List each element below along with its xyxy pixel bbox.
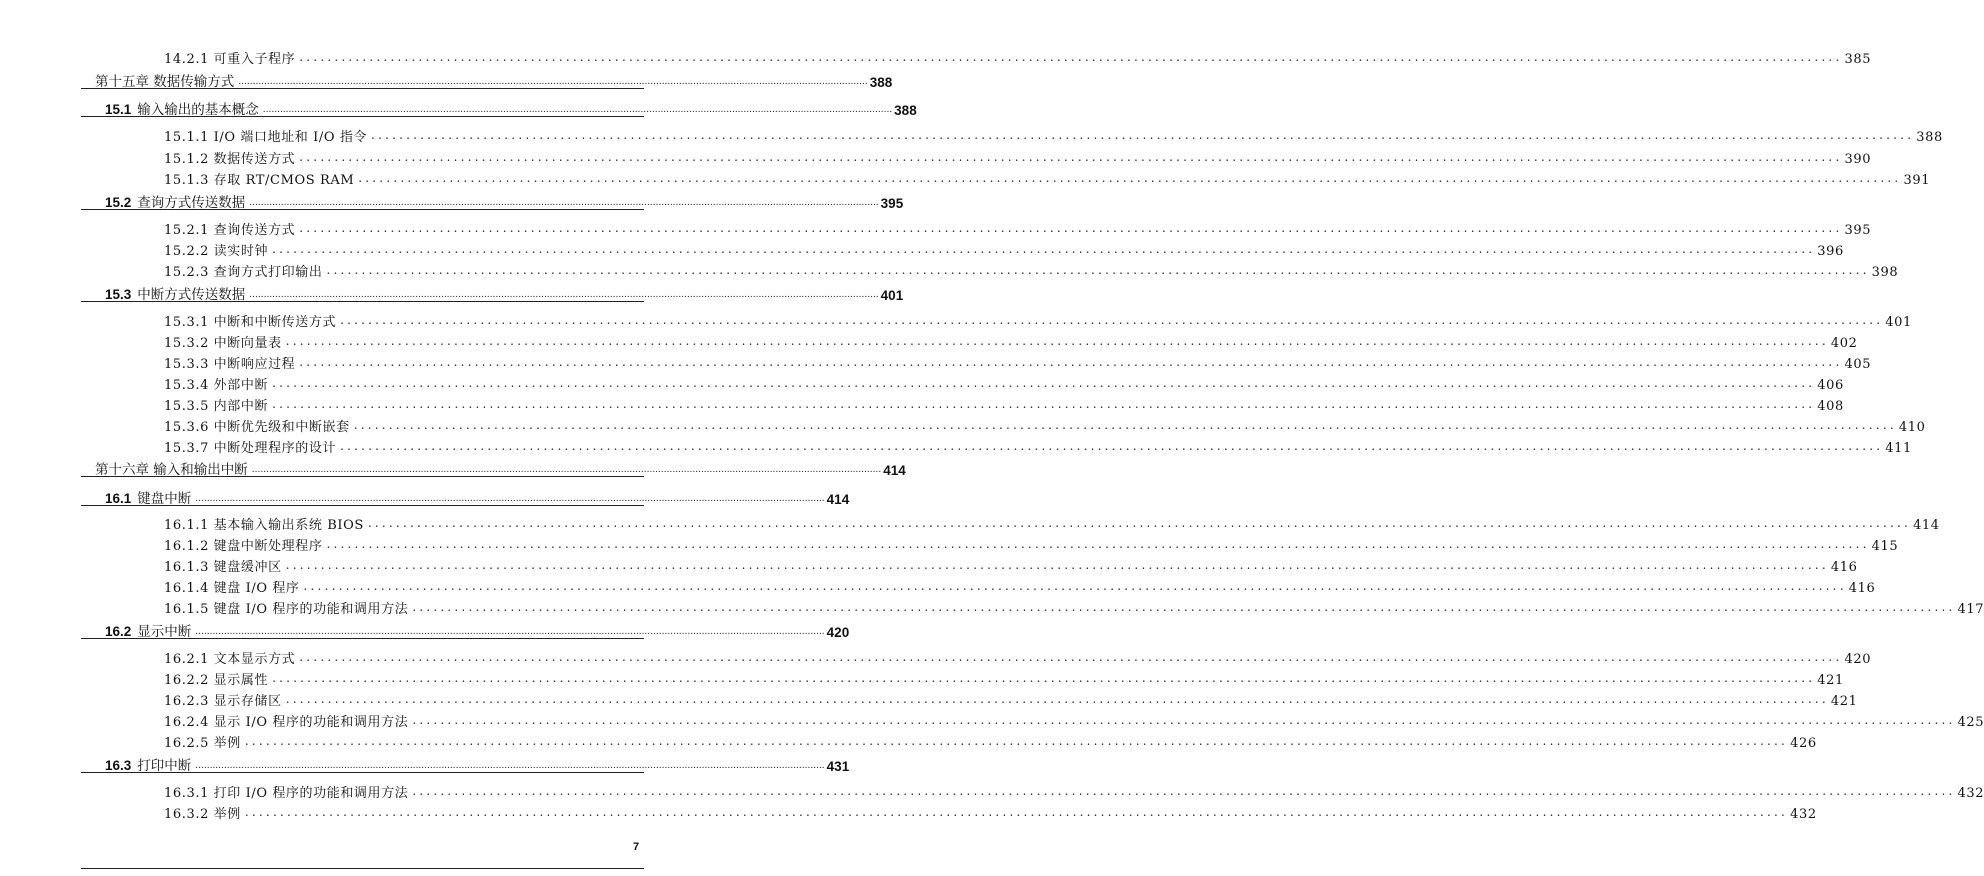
toc-page-number: 401 xyxy=(880,288,904,303)
toc-page-number: 421 xyxy=(1830,694,1858,709)
toc-page-number: 395 xyxy=(1844,223,1872,238)
toc-page-number: 406 xyxy=(1817,378,1844,393)
toc-page-number: 391 xyxy=(1903,173,1931,188)
toc-subsection-entry[interactable] xyxy=(164,782,1984,801)
toc-subsection-entry[interactable] xyxy=(164,690,1858,709)
section-rule xyxy=(81,116,644,117)
section-rule xyxy=(81,209,644,210)
toc-section-title: 输入输出的基本概念 xyxy=(137,102,259,118)
toc-entry-title xyxy=(105,620,193,640)
dot-leader: ............................................................................................................................................................................................................................ xyxy=(371,128,1915,142)
toc-entry-title: 16.3.2 举例 xyxy=(164,807,241,822)
toc-entry-title: 16.1.2 键盘中断处理程序 xyxy=(164,539,323,554)
toc-subsection-entry[interactable] xyxy=(164,669,1844,688)
dot-leader: ............................................................................................................................................................................................................................ xyxy=(326,263,1870,277)
dot-leader: ............................................................................................................................................................................................................................ xyxy=(367,516,1912,530)
toc-page-number: 388 xyxy=(869,75,893,90)
dot-leader: ............................................................................................................................................................................................................................ xyxy=(285,558,1829,572)
toc-entry-title: 16.2.2 显示属性 xyxy=(164,673,269,688)
dot-leader: ............................................................................................................................................................................................................................ xyxy=(195,761,825,771)
toc-subsection-entry[interactable] xyxy=(164,803,1817,822)
toc-section-title: 打印中断 xyxy=(137,758,192,774)
dot-leader: ............................................................................................................................................................................................................................ xyxy=(340,439,1884,453)
toc-page-number: 405 xyxy=(1844,357,1872,372)
toc-subsection-entry[interactable] xyxy=(164,732,1817,751)
toc-page-number: 415 xyxy=(1871,539,1899,554)
dot-leader: ............................................................................................................................................................................................................................ xyxy=(299,355,1843,369)
toc-section-number: 16.2 xyxy=(105,624,132,639)
dot-leader: ............................................................................................................................................................................................................................ xyxy=(299,650,1843,664)
toc-page-number: 414 xyxy=(826,492,850,507)
dot-leader: ............................................................................................................................................................................................................................ xyxy=(299,150,1843,164)
toc-page-number: 395 xyxy=(880,196,904,211)
toc-entry-title: 14.2.1 可重入子程序 xyxy=(164,52,296,67)
toc-entry-title xyxy=(105,487,193,507)
toc-entry-title: 15.3.6 中断优先级和中断嵌套 xyxy=(164,420,350,435)
toc-section-title: 查询方式传送数据 xyxy=(137,195,246,211)
toc-page-number: 388 xyxy=(1916,130,1943,145)
toc-entry-title: 16.1.1 基本输入输出系统 BIOS xyxy=(164,518,364,533)
toc-entry-title: 15.3.3 中断响应过程 xyxy=(164,357,296,372)
toc-entry-title: 15.2.2 读实时钟 xyxy=(164,244,269,259)
toc-section-entry[interactable] xyxy=(105,620,850,640)
toc-page-number: 390 xyxy=(1844,152,1872,167)
dot-leader: ............................................................................................................................................................................................................................ xyxy=(272,242,1816,256)
section-rule xyxy=(81,772,644,773)
toc-page-number: 420 xyxy=(826,625,850,640)
toc-chapter-entry[interactable] xyxy=(95,458,906,478)
dot-leader: ............................................................................................................................................................................................................................ xyxy=(285,692,1829,706)
toc-page-number: 426 xyxy=(1790,736,1817,751)
toc-page-number: 432 xyxy=(1957,786,1984,801)
dot-leader: ............................................................................................................................................................................................................................ xyxy=(358,171,1902,185)
dot-leader: ............................................................................................................................................................................................................................ xyxy=(412,713,1956,727)
toc-section-number: 15.3 xyxy=(105,287,132,302)
toc-page-number: 417 xyxy=(1957,602,1984,617)
toc-entry-title: 第十六章 输入和输出中断 xyxy=(95,462,248,478)
toc-page-number: 416 xyxy=(1848,581,1876,596)
toc-subsection-entry[interactable] xyxy=(164,648,1872,667)
toc-subsection-entry[interactable] xyxy=(164,437,1912,456)
dot-leader: ............................................................................................................................................................................................................................ xyxy=(195,494,825,504)
toc-page-number: 421 xyxy=(1817,673,1844,688)
dot-leader: ............................................................................................................................................................................................................................ xyxy=(272,671,1816,685)
toc-page-number: 416 xyxy=(1830,560,1858,575)
dot-leader: ............................................................................................................................................................................................................................ xyxy=(195,627,825,637)
toc-entry-title xyxy=(105,754,193,774)
toc-entry-title: 15.3.4 外部中断 xyxy=(164,378,269,393)
toc-subsection-entry[interactable] xyxy=(164,711,1984,730)
toc-page-number: 385 xyxy=(1844,52,1872,67)
toc-page-number: 425 xyxy=(1957,715,1984,730)
page-number: 7 xyxy=(633,841,640,853)
section-rule xyxy=(81,476,644,477)
toc-page-number: 401 xyxy=(1885,315,1912,330)
toc-entry-title xyxy=(105,98,261,118)
toc-subsection-entry[interactable] xyxy=(164,556,1858,575)
section-rule xyxy=(81,638,644,639)
toc-subsection-entry[interactable] xyxy=(164,148,1872,167)
toc-subsection-entry[interactable] xyxy=(164,332,1858,351)
toc-entry-title: 16.2.1 文本显示方式 xyxy=(164,652,296,667)
toc-entry-title: 15.1.2 数据传送方式 xyxy=(164,152,296,167)
toc-page-number: 414 xyxy=(883,463,906,478)
dot-leader: ............................................................................................................................................................................................................................ xyxy=(272,397,1816,411)
toc-entry-title: 16.2.4 显示 I/O 程序的功能和调用方法 xyxy=(164,715,409,730)
toc-page-number: 432 xyxy=(1790,807,1817,822)
toc-entry-title: 16.1.3 键盘缓冲区 xyxy=(164,560,282,575)
toc-entry-title: 15.1.3 存取 RT/CMOS RAM xyxy=(164,173,355,188)
toc-page-number: 410 xyxy=(1898,420,1926,435)
toc-entry-title: 15.2.3 查询方式打印输出 xyxy=(164,265,323,280)
toc-section-entry[interactable] xyxy=(105,754,850,774)
dot-leader: ............................................................................................................................................................................................................................ xyxy=(251,465,882,475)
toc-entry-title: 16.1.4 键盘 I/O 程序 xyxy=(164,581,300,596)
toc-page-number: 414 xyxy=(1913,518,1940,533)
toc-section-number: 15.2 xyxy=(105,195,132,210)
toc-section-entry[interactable] xyxy=(105,98,917,118)
toc-entry-title: 16.3.1 打印 I/O 程序的功能和调用方法 xyxy=(164,786,409,801)
dot-leader: ............................................................................................................................................................................................................................ xyxy=(262,105,893,115)
toc-entry-title: 16.2.3 显示存储区 xyxy=(164,694,282,709)
toc-section-entry[interactable] xyxy=(105,487,850,507)
toc-page-number: 402 xyxy=(1830,336,1858,351)
toc-subsection-entry[interactable] xyxy=(164,395,1844,414)
toc-subsection-entry[interactable] xyxy=(164,577,1876,596)
toc-section-number: 15.1 xyxy=(105,102,132,117)
section-rule xyxy=(81,88,644,89)
footer-rule xyxy=(81,868,644,869)
toc-subsection-entry[interactable] xyxy=(164,353,1872,372)
dot-leader: ............................................................................................................................................................................................................................ xyxy=(340,313,1884,327)
dot-leader: ............................................................................................................................................................................................................................ xyxy=(299,221,1843,235)
toc-page-number: 411 xyxy=(1885,441,1912,456)
toc-section-title: 键盘中断 xyxy=(137,491,192,507)
toc-subsection-entry[interactable] xyxy=(164,48,1872,67)
dot-leader: ............................................................................................................................................................................................................................ xyxy=(244,805,1789,819)
toc-subsection-entry[interactable] xyxy=(164,535,1899,554)
toc-subsection-entry[interactable] xyxy=(164,240,1844,259)
toc-section-entry[interactable] xyxy=(105,191,904,211)
dot-leader: ............................................................................................................................................................................................................................ xyxy=(303,579,1847,593)
dot-leader: ............................................................................................................................................................................................................................ xyxy=(299,50,1843,64)
dot-leader: ............................................................................................................................................................................................................................ xyxy=(249,198,879,208)
dot-leader: ............................................................................................................................................................................................................................ xyxy=(285,334,1829,348)
toc-page-number: 431 xyxy=(826,759,850,774)
toc-subsection-entry[interactable] xyxy=(164,598,1984,617)
section-rule xyxy=(81,301,644,302)
toc-section-number: 16.3 xyxy=(105,758,132,773)
toc-page-number: 420 xyxy=(1844,652,1872,667)
toc-entry-title xyxy=(105,283,247,303)
toc-section-entry[interactable] xyxy=(105,283,904,303)
toc-subsection-entry[interactable] xyxy=(164,126,1943,145)
toc-subsection-entry[interactable] xyxy=(164,261,1899,280)
toc-entry-title: 15.2.1 查询传送方式 xyxy=(164,223,296,238)
dot-leader: ............................................................................................................................................................................................................................ xyxy=(238,77,868,87)
dot-leader: ............................................................................................................................................................................................................................ xyxy=(272,376,1816,390)
toc-page-number: 388 xyxy=(894,103,917,118)
toc-entry-title: 15.3.7 中断处理程序的设计 xyxy=(164,441,337,456)
toc-entry-title: 15.3.5 内部中断 xyxy=(164,399,269,414)
toc-section-title: 显示中断 xyxy=(137,624,192,640)
section-rule xyxy=(81,505,644,506)
toc-entry-title xyxy=(105,191,247,211)
toc-page-number: 408 xyxy=(1817,399,1844,414)
toc-entry-title: 15.3.2 中断向量表 xyxy=(164,336,282,351)
toc-subsection-entry[interactable] xyxy=(164,311,1912,330)
dot-leader: ............................................................................................................................................................................................................................ xyxy=(353,418,1897,432)
toc-section-title: 中断方式传送数据 xyxy=(137,287,246,303)
toc-entry-title: 15.1.1 I/O 端口地址和 I/O 指令 xyxy=(164,130,368,145)
dot-leader: ............................................................................................................................................................................................................................ xyxy=(244,734,1789,748)
toc-entry-title: 16.2.5 举例 xyxy=(164,736,241,751)
toc-entry-title: 15.3.1 中断和中断传送方式 xyxy=(164,315,337,330)
toc-page-number: 396 xyxy=(1817,244,1844,259)
toc-entry-title: 第十五章 数据传输方式 xyxy=(95,74,235,90)
toc-subsection-entry[interactable] xyxy=(164,416,1926,435)
toc-subsection-entry[interactable] xyxy=(164,374,1844,393)
dot-leader: ............................................................................................................................................................................................................................ xyxy=(326,537,1870,551)
toc-entry-title: 16.1.5 键盘 I/O 程序的功能和调用方法 xyxy=(164,602,409,617)
dot-leader: ............................................................................................................................................................................................................................ xyxy=(249,290,879,300)
toc-section-number: 16.1 xyxy=(105,491,132,506)
dot-leader: ............................................................................................................................................................................................................................ xyxy=(412,784,1956,798)
toc-subsection-entry[interactable] xyxy=(164,219,1872,238)
toc-subsection-entry[interactable] xyxy=(164,169,1931,188)
toc-subsection-entry[interactable] xyxy=(164,514,1940,533)
dot-leader: ............................................................................................................................................................................................................................ xyxy=(412,600,1956,614)
toc-page-number: 398 xyxy=(1871,265,1899,280)
toc-chapter-entry[interactable] xyxy=(95,70,893,90)
